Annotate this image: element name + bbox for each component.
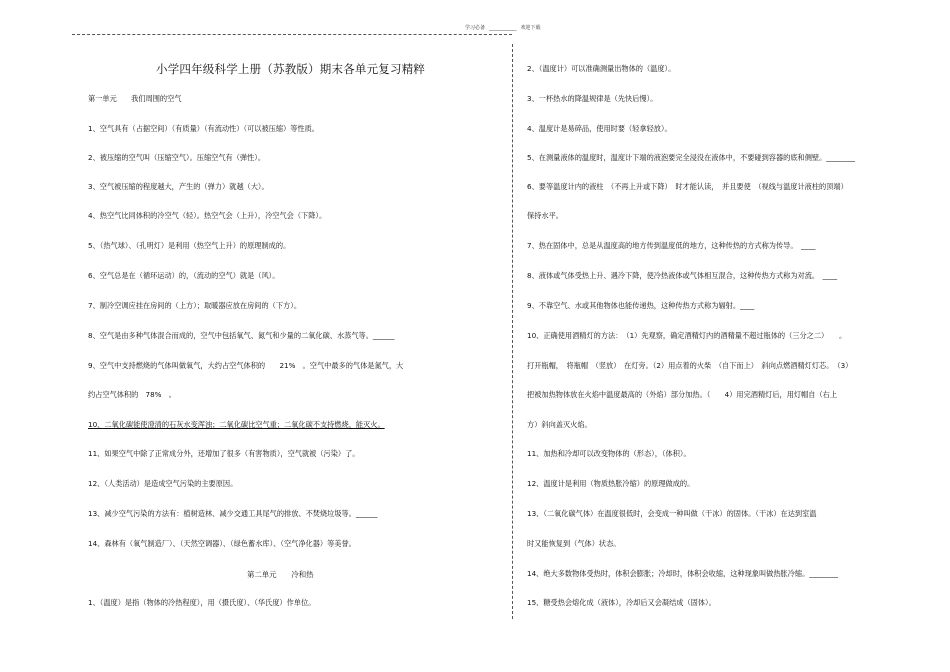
- list-item: 5、在测量液体的温度时，温度计下端的液泡要完全浸没在液体中，不要碰到容器的底和侧壁。________: [527, 153, 856, 162]
- list-item: 6、要等温度计内的液柱 （不再上升或下降） 时才能认读， 并且要使 （视线与温度计液柱的顶端）: [527, 182, 848, 191]
- document-title: 小学四年级科学上册（苏教版）期末各单元复习精粹: [156, 62, 426, 76]
- list-item: 14、绝大多数物体受热时，体积会膨胀；冷却时，体积会收缩，这种现象叫做热胀冷缩。________: [527, 569, 839, 578]
- list-item: 6、空气总是在（循环运动）的，（流动的空气）就是（风）。: [88, 271, 280, 280]
- list-item: 12、温度计是利用（物质热胀冷缩）的原理做成的。: [527, 479, 695, 488]
- list-item-continuation: 打开瓶帽， 将瓶帽 （竖放） 在灯旁。（2）用点着的火柴 （自下而上） 斜向点燃酒精灯灯芯。 （3）: [527, 361, 853, 370]
- list-item: 11、如果空气中除了正常成分外，还增加了很多（有害物质），空气就被（污染）了。: [88, 449, 360, 458]
- header-right-text: 欢迎下载: [520, 25, 541, 31]
- list-item: 4、温度计是易碎品，使用时要（轻拿轻放）。: [527, 124, 672, 133]
- header-left-text: 学习必备: [465, 25, 486, 31]
- header-dashes: ___________: [489, 24, 517, 31]
- list-item: 7、热在固体中，总是从温度高的地方传到温度低的地方，这种传热的方式称为传导。 ____: [527, 241, 816, 250]
- list-item: 13、减少空气污染的方法有：植树造林、减少交通工具尾气的排放、不焚烧垃圾等。______: [88, 509, 378, 518]
- list-item: 2、（温度计）可以准确测量出物体的（温度）。: [527, 64, 676, 73]
- list-item: 3、空气被压缩的程度越大，产生的（弹力）就越（大）。: [88, 182, 269, 191]
- list-item: 1、（温度）是指（物体的冷热程度），用（摄氏度）、（华氏度）作单位。: [88, 598, 316, 607]
- list-item: 1、空气具有（占据空间）（有质量）（有流动性）（可以被压缩）等性质。: [88, 124, 319, 133]
- page-header: [465, 24, 541, 31]
- list-item-continuation: 约占空气体积的 78% 。: [88, 390, 176, 399]
- list-item: 9、不靠空气、水或其他物体也能传递热，这种传热方式称为辐射。____: [527, 301, 755, 310]
- list-item: 8、液体或气体受热上升、遇冷下降，使冷热液体或气体相互混合，这种传热方式称为对流。 ____: [527, 271, 838, 280]
- list-item: 13、（二氧化碳气体）在温度很低时，会变成一种叫做（干冰）的固体。（干冰）在达到室温: [527, 509, 817, 518]
- unit-1-heading: 第一单元 我们周围的空气: [88, 94, 182, 103]
- list-item-continuation: 时又能恢复到（气体）状态。: [527, 539, 621, 548]
- list-item: 2、被压缩的空气叫（压缩空气）。压缩空气有（弹性）。: [88, 153, 266, 162]
- list-item-continuation: 把被加热物体放在火焰中温度最高的（外焰）部分加热。（ 4）用完酒精灯后，用灯帽自（右上: [527, 390, 838, 399]
- list-item: 5、（热气球）、（孔明灯）是利用（热空气上升）的原理制成的。: [88, 241, 291, 250]
- list-item: 11、加热和冷却可以改变物体的（形态），（体积）。: [527, 449, 691, 458]
- list-item: 10、二氧化碳能使澄清的石灰水变浑浊；二氧化碳比空气重；二氧化碳不支持燃烧，能灭火。: [88, 420, 385, 429]
- column-divider: [512, 44, 513, 619]
- list-item: 8、空气是由多种气体混合而成的，空气中包括氧气、氮气和少量的二氧化碳、水蒸气等。______: [88, 331, 395, 340]
- list-item: 14、森林有（氧气制造厂）、（天然空调器）、（绿色蓄水库）、（空气净化器）等美誉。: [88, 539, 356, 548]
- list-item: 7、制冷空调应挂在房间的（上方）；取暖器应放在房间的（下方）。: [88, 301, 302, 310]
- unit-2-heading: 第二单元 冷和热: [247, 570, 314, 579]
- list-item: 9、空气中支持燃烧的气体叫做氧气，大约占空气体积的 21% 。空气中最多的气体是氮气，大: [88, 361, 404, 370]
- list-item: 15、糖受热会熔化成（液体），冷却后又会凝结成（固体）。: [527, 598, 716, 607]
- list-item-continuation: 方）斜向盖灭火焰。: [527, 420, 592, 429]
- list-item: 4、热空气比同体积的冷空气（轻）。热空气会（上升），冷空气会（下降）。: [88, 211, 327, 220]
- list-item-continuation: 保持水平。: [527, 211, 563, 220]
- list-item: 12、（人类活动）是造成空气污染的主要原因。: [88, 479, 238, 488]
- header-divider: [72, 34, 512, 35]
- list-item: 10、正确使用酒精灯的方法： （1）先观察，确定酒精灯内的酒精量不超过瓶体的（三分之二） 。: [527, 331, 847, 340]
- list-item: 3、一杯热水的降温规律是（先快后慢）。: [527, 94, 658, 103]
